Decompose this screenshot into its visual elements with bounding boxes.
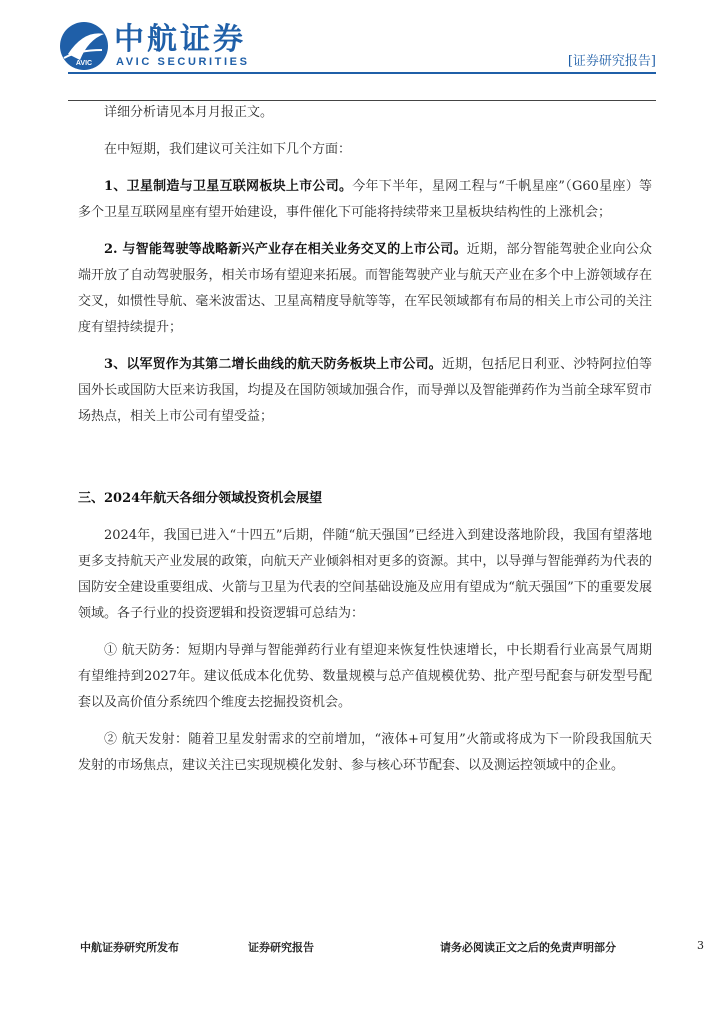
paragraph: ① 航天防务：短期内导弹与智能弹药行业有望迎来恢复性快速增长，中长期看行业高景气周期有望维持到2027年。建议低成本化优势、数量规模与总产值规模优势、批产型号配套与研发型号配套以及高价值分系统四个维度去挖掘投资机会。 — [78, 643, 652, 710]
paragraph — [78, 174, 652, 226]
page-footer — [0, 939, 724, 957]
paragraph: ② 航天发射：随着卫星发射需求的空前增加，“液体+可复用”火箭或将成为下一阶段我国航天发射的市场焦点，建议关注已实现规模化发射、参与核心环节配套、以及测运控领域中的企业。 — [78, 732, 652, 773]
footer-disclaimer: 请务必阅读正文之后的免责声明部分 — [440, 941, 616, 954]
point-heading: 1、卫星制造与卫星互联网板块上市公司。 — [104, 179, 353, 194]
paragraph: 详细分析请见本月月报正文。 — [104, 105, 274, 120]
footer-publisher: 中航证券研究所发布 — [80, 941, 179, 954]
footer-report-type: 证券研究报告 — [248, 941, 314, 954]
section-title: 三、2024年航天各细分领域投资机会展望 — [78, 491, 323, 506]
point-text: 近期，包括尼日利亚、沙特阿拉伯等国外长或国防大臣来访我国，均提及在国防领域加强合作，而导弹以及智能弹药作为当前全球军贸市场热点，相关上市公司有望受益； — [78, 357, 652, 424]
paragraph — [78, 352, 652, 430]
point-text: 今年下半年，星网工程与“千帆星座”（G60星座）等多个卫星互联网星座有望开始建设，事件催化下可能将持续带来卫星板块结构性的上涨机会； — [78, 179, 652, 220]
report-type-tag: [证券研究报告] — [567, 54, 656, 69]
paragraph — [78, 237, 652, 341]
avic-logo-icon — [58, 20, 110, 72]
company-logo — [58, 20, 258, 72]
point-heading: 3、以军贸作为其第二增长曲线的航天防务板块上市公司。 — [104, 357, 442, 372]
point-text: 近期，部分智能驾驶企业向公众端开放了自动驾驶服务，相关市场有望迎来拓展。而智能驾驶产业与航天产业在多个中上游领域存在交叉，如惯性导航、毫米波雷达、卫星高精度导航等等，在军民领域都有布局的相关上市公司的关注度有望持续提升； — [78, 242, 652, 335]
header-divider — [68, 72, 656, 74]
logo-chinese-name: 中航证券 — [114, 22, 246, 57]
logo-mark-text: AVIC — [75, 60, 93, 67]
paragraph: 2024年，我国已进入“十四五”后期，伴随“航天强国”已经进入到建设落地阶段，我国有望落地更多支持航天产业发展的政策，向航天产业倾斜相对更多的资源。其中，以导弹与智能弹药为代表的国防安全建设重要组成、火箭与卫星为代表的空间基础设施及应用有望成为“航天强国”下的重要发展领域。各子行业的投资逻辑和投资逻辑可总结为： — [78, 528, 652, 621]
report-body — [78, 100, 652, 779]
paragraph: 在中短期，我们建议可关注如下几个方面： — [104, 142, 352, 157]
point-heading: 2. 与智能驾驶等战略新兴产业存在相关业务交叉的上市公司。 — [104, 242, 467, 257]
page-number: 3 — [697, 939, 704, 952]
logo-english-name: AVIC SECURITIES — [116, 56, 250, 68]
